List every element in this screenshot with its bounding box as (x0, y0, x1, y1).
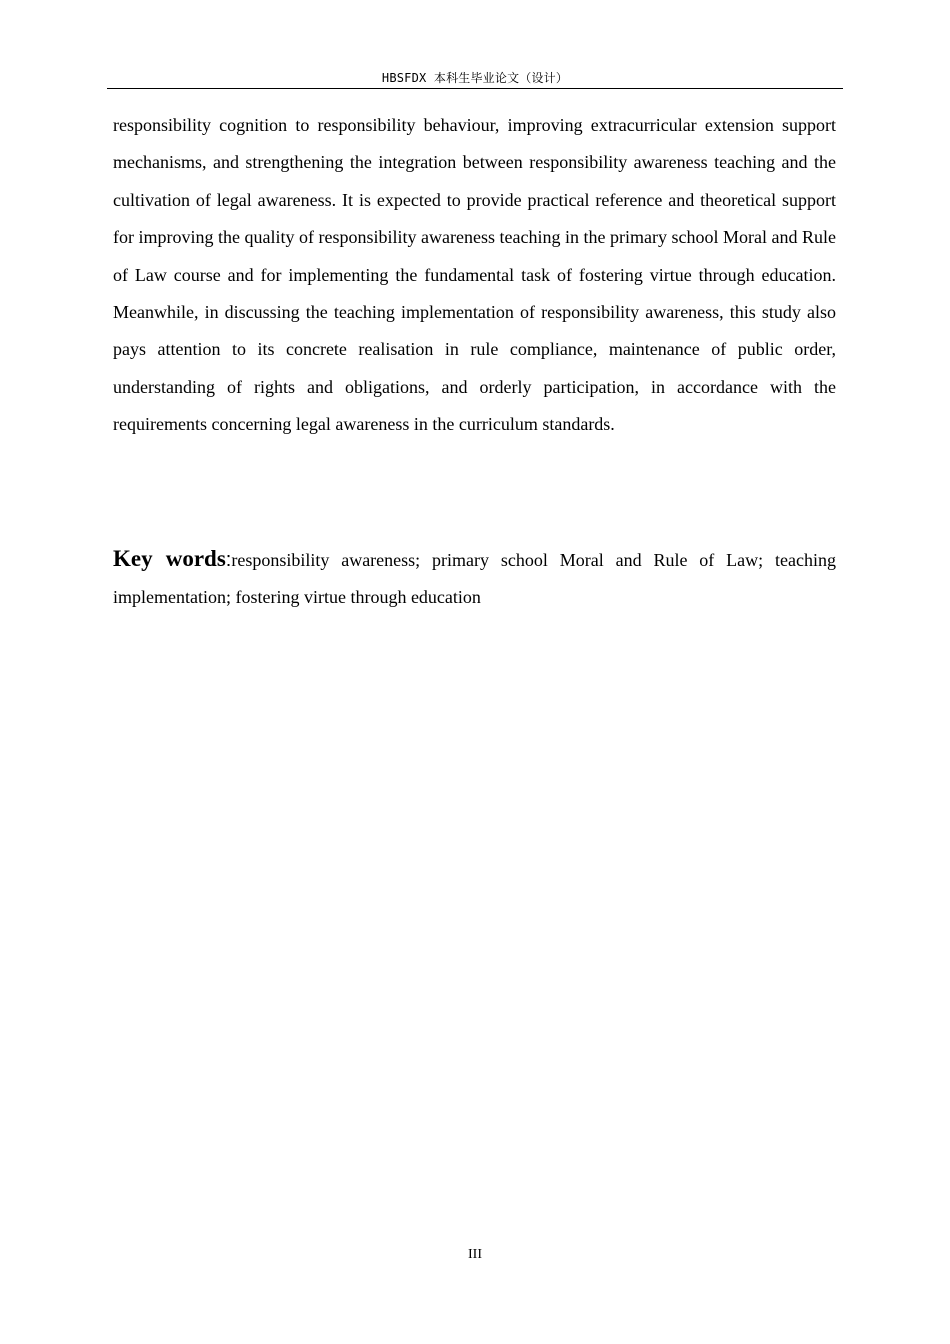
page-number: III (468, 1247, 482, 1262)
abstract-paragraph: responsibility cognition to responsibility behaviour, improving extracurricular extension support mechanisms, and strengthening the integration between responsibility awareness teaching and the cultivation of legal awareness. It is expected to provide practical reference and theoretical support for improving the quality of responsibility awareness teaching in the primary school Moral and Rule of Law course and for implementing the fundamental task of fostering virtue through education. Meanwhile, in discussing the teaching implementation of responsibility awareness, this study also pays attention to its concrete realisation in rule compliance, maintenance of public order, understanding of rights and obligations, and orderly participation, in accordance with the requirements concerning legal awareness in the curriculum standards. (113, 115, 836, 435)
page-header (107, 70, 843, 89)
keywords-separator: : (225, 549, 232, 571)
keywords-section (113, 540, 836, 617)
header-title: HBSFDX 本科生毕业论文（设计） (381, 71, 569, 85)
keywords-text: responsibility awareness; primary school Moral and Rule of Law; teaching implementation; fostering virtue through education (113, 550, 836, 608)
keywords-label: Key words (113, 546, 226, 571)
